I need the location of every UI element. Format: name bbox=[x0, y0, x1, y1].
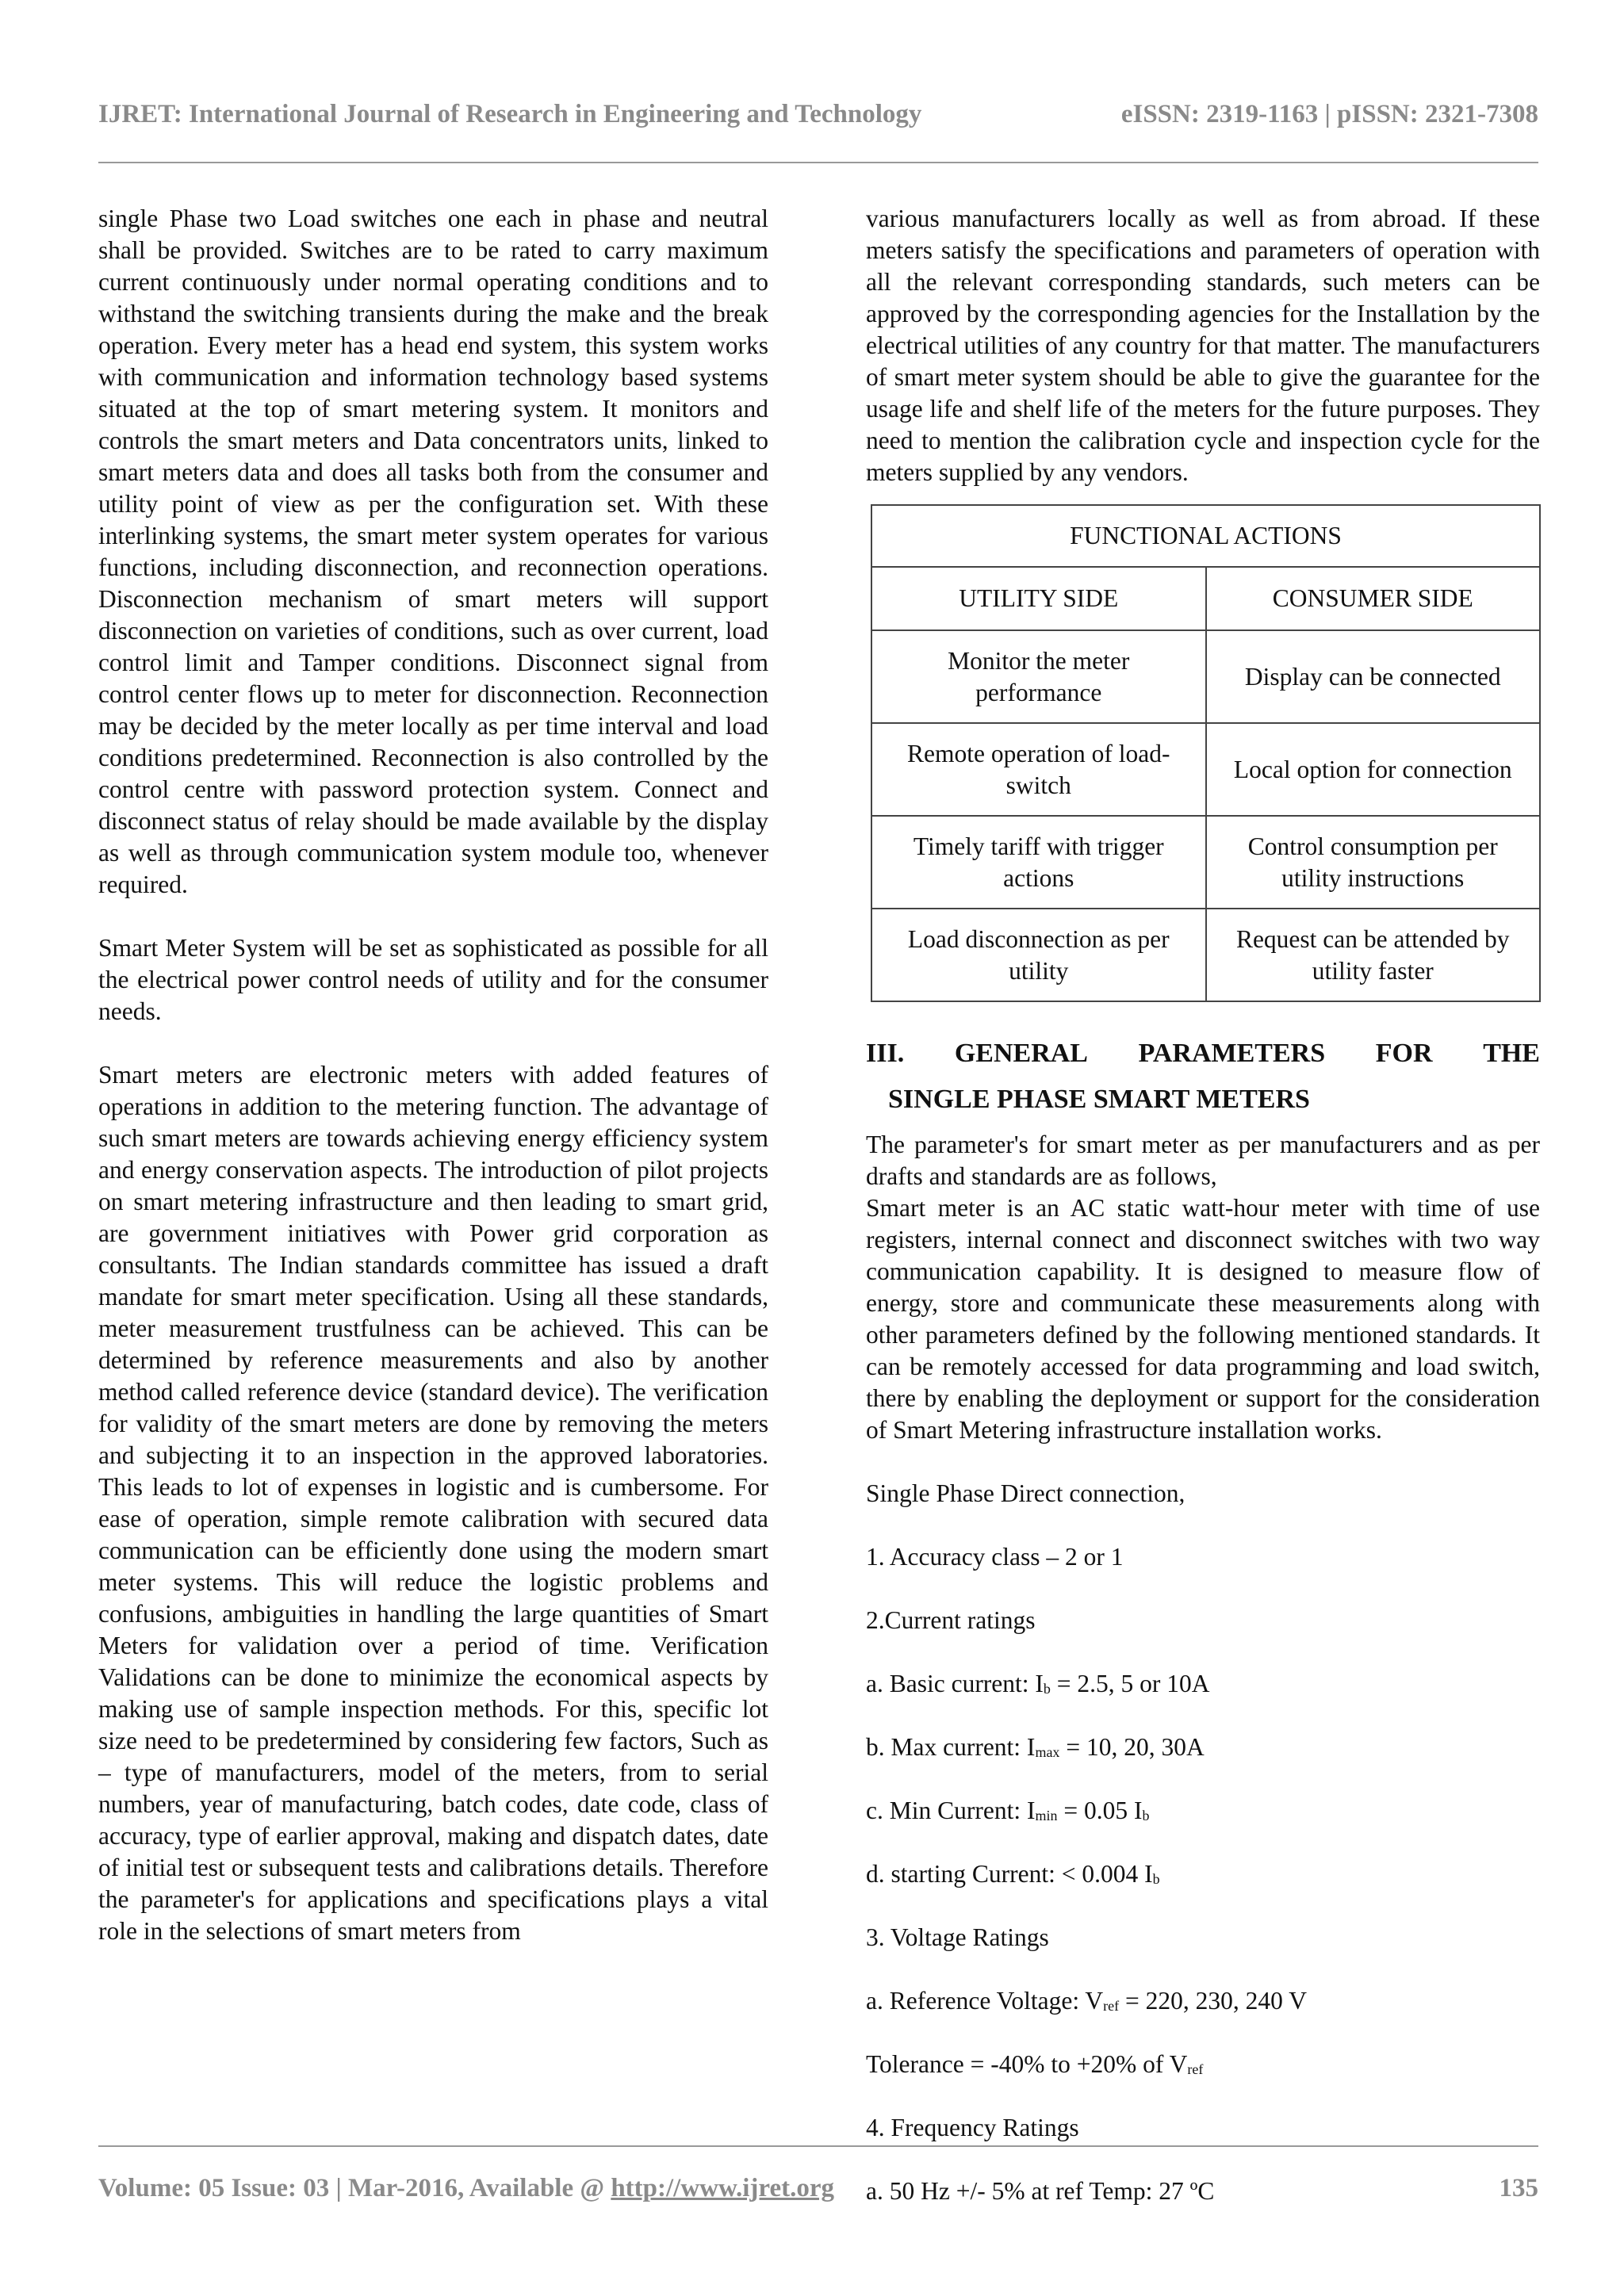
table-header-utility: UTILITY SIDE bbox=[871, 567, 1206, 630]
page-number: 135 bbox=[1499, 2174, 1538, 2202]
heading-word: THE bbox=[1483, 1039, 1540, 1068]
list-item: a. Basic current: $I_b = 2.5$, 5 or 10A bbox=[866, 1670, 1210, 1697]
table-cell: Monitor the meter performance bbox=[871, 630, 1206, 723]
voltage-ratings bbox=[866, 1922, 1540, 2080]
journal-title: IJRET: International Journal of Research in Engineering and Technology bbox=[98, 100, 922, 128]
section-heading bbox=[866, 1031, 1540, 1123]
paragraph: Smart Meter System will be set as sophisticated as possible for all the electrical power control needs of utility and for the consumer needs. bbox=[98, 934, 768, 1025]
table-row bbox=[871, 723, 1540, 816]
journal-link[interactable]: http://www.ijret.org bbox=[611, 2174, 834, 2202]
page-header bbox=[98, 100, 1538, 129]
table-cell: Load disconnection as per utility bbox=[871, 909, 1206, 1001]
footer-divider bbox=[98, 2145, 1538, 2147]
issn: eISSN: 2319-1163 | pISSN: 2321-7308 bbox=[1120, 100, 1538, 128]
paragraph: Smart meter is an AC static watt-hour meter with time of use registers, internal connect and disconnect switches with two way communication capability. It is designed to measure flow of energy, store and communicate these measurements along with other parameters defined by the following mentioned standards. It can be remotely accessed for data programming and load switch, there by enabling the deployment or support for the consideration of Smart Metering infrastructure installation works. bbox=[866, 1194, 1540, 1444]
heading-word: PARAMETERS bbox=[1138, 1039, 1326, 1068]
table-row bbox=[871, 630, 1540, 723]
table-row bbox=[871, 909, 1540, 1001]
paragraph: various manufacturers locally as well as from abroad. If these meters satisfy the specifications and parameters of operation with all the relevant corresponding standards, such meters can be approved by the corresponding agencies for the Installation by the electrical utilities of any country for that matter. The manufacturers of smart meter system should be able to give the guarantee for the usage life and shelf life of the meters for the future purposes. They need to mention the calibration cycle and inspection cycle for the meters supplied by any vendors. bbox=[866, 205, 1540, 486]
table-cell: Control consumption per utility instructions bbox=[1206, 816, 1541, 909]
volume-info: Volume: 05 Issue: 03 | Mar-2016, Available @ http://www.ijret.org bbox=[98, 2174, 834, 2202]
table-cell: Local option for connection bbox=[1206, 723, 1541, 816]
heading-word: GENERAL bbox=[954, 1039, 1088, 1068]
right-column bbox=[866, 203, 1540, 2239]
list-item: c. Min Current: $I_{min} = 0.05$ $I_b$ bbox=[866, 1797, 1150, 1824]
left-column bbox=[98, 203, 768, 1947]
paragraph: Smart meters are electronic meters with added features of operations in addition to the metering function. The advantage of such smart meters are towards achieving energy efficiency system and energy conservation aspects. The introduction of pilot projects on smart metering infrastructure and then leading to smart grid, are government initiatives with Power grid corporation as consultants. The Indian standards committee has issued a draft mandate for smart meter specification. Using all these standards, meter measurement trustfulness can be achieved. This can be determined by reference measurements and also by another method called reference device (standard device). The verification for validity of the smart meters are done by removing the meters and subjecting it to an inspection in the approved laboratories. This leads to lot of expenses in logistic and is cumbersome. For ease of operation, simple remote calibration with secured data communication can be efficiently done using the modern smart meter systems. This will reduce the logistic problems and confusions, ambiguities in handling the large quantities of Smart Meters for validation over a period of time. Verification Validations can be done to minimize the economical aspects by making use of sample inspection methods. For this, specific lot size need to be predetermined by considering few factors, Such as – type of manufacturers, model of the meters, from to serial numbers, year of manufacturing, batch codes, date code, class of accuracy, type of earlier approval, making and dispatch dates, date of initial test or subsequent tests and calibrations details. Therefore the parameter's for applications and specifications plays a vital role in the selections of smart meters from bbox=[98, 1061, 768, 1945]
page-footer bbox=[98, 2174, 1538, 2203]
section-number: III. bbox=[866, 1039, 905, 1068]
table-cell: Display can be connected bbox=[1206, 630, 1541, 723]
section-title-line2: SINGLE PHASE SMART METERS bbox=[888, 1085, 1310, 1114]
table-title: FUNCTIONAL ACTIONS bbox=[871, 505, 1540, 567]
heading-word: FOR bbox=[1375, 1039, 1433, 1068]
list-item: a. Reference Voltage: $V_{ref} = 220$, 230, 240 V bbox=[866, 1987, 1307, 2015]
list-item: b. Max current: $I_{max} = 10$, 20, 30A bbox=[866, 1733, 1205, 1761]
list-item: d. starting Current: < 0.004 $I_b$ bbox=[866, 1860, 1160, 1888]
paragraph: The parameter's for smart meter as per manufacturers and as per drafts and standards are as follows, bbox=[866, 1131, 1540, 1190]
table-cell: Remote operation of load-switch bbox=[871, 723, 1206, 816]
table-cell: Timely tariff with trigger actions bbox=[871, 816, 1206, 909]
list-item: Tolerance = -40% to +20% of $V_{ref}$ bbox=[866, 2050, 1204, 2078]
table-row bbox=[871, 816, 1540, 909]
list-heading: 3. Voltage Ratings bbox=[866, 1923, 1049, 1951]
list-heading: 2.Current ratings bbox=[866, 1606, 1036, 1634]
table-cell: Request can be attended by utility faster bbox=[1206, 909, 1541, 1001]
paragraph: single Phase two Load switches one each in phase and neutral shall be provided. Switches are to be rated to carry maximum current continuously under normal operating conditions and to withstand the switching transients during the make and the break operation. Every meter has a head end system, this system works with communication and information technology based systems situated at the top of smart metering system. It monitors and controls the smart meters and Data concentrators units, linked to smart meters data and does all tasks both from the consumer and utility point of view as per the configuration set. With these interlinking systems, the smart meter system operates for various functions, including disconnection, and reconnection operations. Disconnection mechanism of smart meters will support disconnection on varieties of conditions, such as over current, load control limit and Tamper conditions. Disconnect signal from control center flows up to meter for disconnection. Reconnection may be decided by the meter locally as per time interval and load conditions predetermined. Reconnection is also controlled by the control centre with password protection system. Connect and disconnect status of relay should be made available by the display as well as through communication system module too, whenever required. bbox=[98, 205, 768, 898]
accuracy-class: 1. Accuracy class – 2 or 1 bbox=[866, 1543, 1124, 1571]
table-header-consumer: CONSUMER SIDE bbox=[1206, 567, 1541, 630]
list-heading: 4. Frequency Ratings bbox=[866, 2114, 1079, 2141]
list-item: a. 50 Hz +/- 5% at ref Temp: 27 ºC bbox=[866, 2177, 1215, 2205]
paragraph: Single Phase Direct connection, bbox=[866, 1479, 1185, 1507]
functional-actions-table bbox=[871, 504, 1541, 1002]
header-divider bbox=[98, 162, 1538, 163]
current-ratings bbox=[866, 1605, 1540, 1890]
